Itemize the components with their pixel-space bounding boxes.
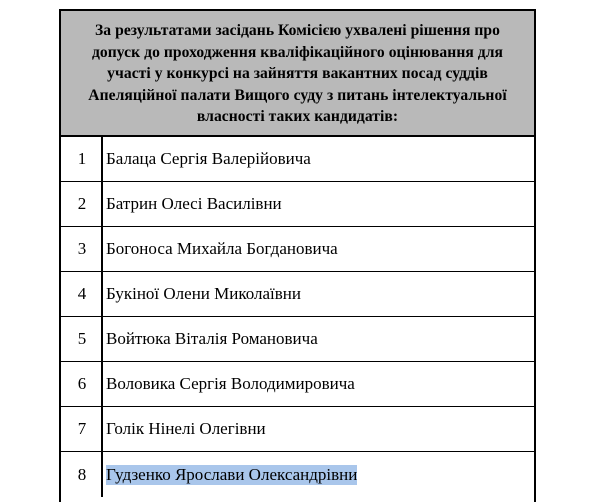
header-text[interactable]: За результатами засідань Комісією ухвалені рішення про допуск до проходження кваліфікаційного оцінювання для участі у конкурсі на зайняття вакантних посад суддів Апеляційної палати Вищого суду з питань інтелектуальної власності таких кандидатів: [88,22,507,126]
selected-candidate-name[interactable]: Гудзенко Ярослави Олександрівни [106,464,358,484]
candidate-name-cell[interactable] [103,362,534,406]
row-number: 2 [61,182,103,226]
candidate-name[interactable]: Воловика Сергія Володимировича [106,374,355,393]
candidate-name-cell[interactable] [103,227,534,271]
table-row [61,407,534,452]
candidate-name-cell[interactable] [103,137,534,181]
table-row [61,452,534,497]
table-row [61,272,534,317]
candidate-name[interactable]: Голік Нінелі Олегівни [106,419,266,438]
table-row [61,227,534,272]
candidate-name-cell[interactable] [103,272,534,316]
candidates-table [59,9,536,502]
candidate-name-cell[interactable] [103,182,534,226]
row-number: 6 [61,362,103,406]
candidate-name-cell[interactable] [103,317,534,361]
table-row [61,182,534,227]
table-row [61,317,534,362]
candidate-name[interactable]: Войтюка Віталія Романовича [106,329,318,348]
candidate-name-cell[interactable] [103,452,534,497]
table-header [61,11,534,137]
row-number: 5 [61,317,103,361]
candidate-name-cell[interactable] [103,407,534,451]
candidate-name[interactable]: Богоноса Михайла Богдановича [106,239,338,258]
row-number: 7 [61,407,103,451]
candidate-name[interactable]: Батрин Олесі Василівни [106,194,282,213]
candidate-name[interactable]: Балаца Сергія Валерійовича [106,149,311,168]
row-number: 1 [61,137,103,181]
row-number: 8 [61,452,103,497]
row-number: 4 [61,272,103,316]
table-row [61,137,534,182]
candidate-name[interactable]: Букіної Олени Миколаївни [106,284,302,303]
table-row [61,362,534,407]
row-number: 3 [61,227,103,271]
